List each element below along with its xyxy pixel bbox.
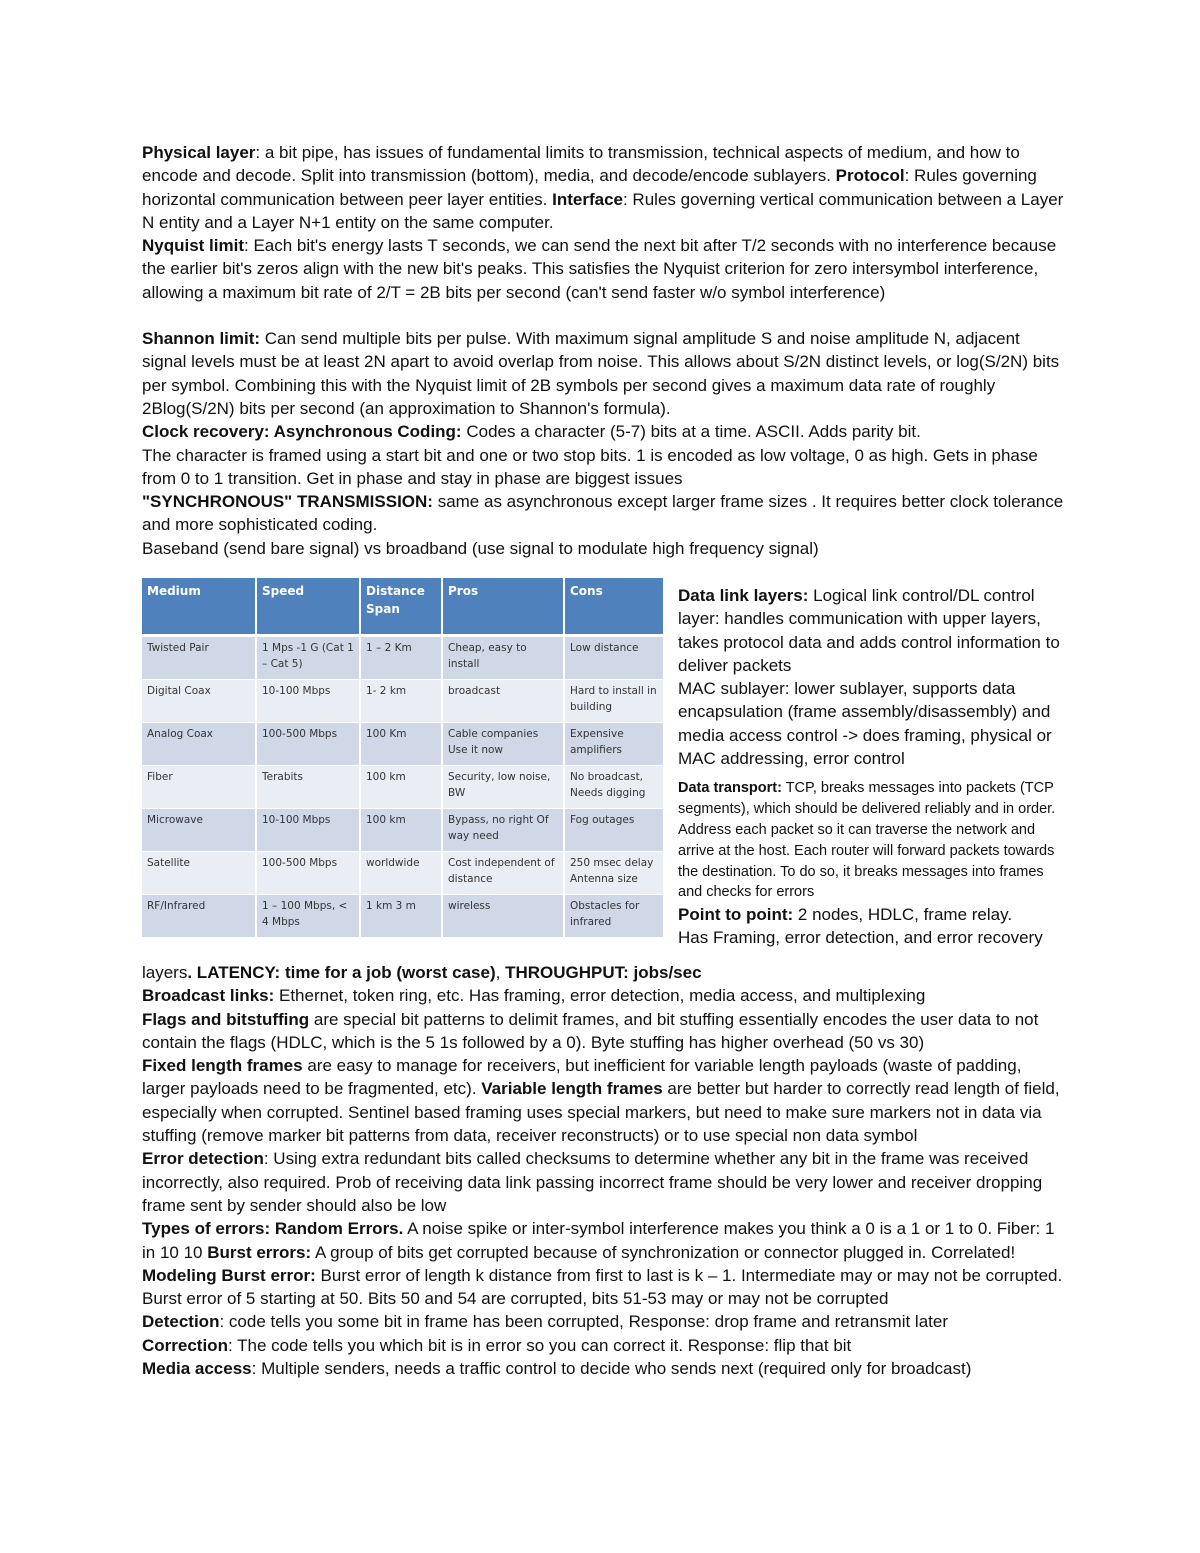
physical-layer-paragraph: Physical layer: a bit pipe, has issues of fundamental limits to transmission, technical aspects of medium, and how to encode and decode. Split into transmission (bottom), media, and decode/encode sublayers. Protocol: Rules governing horizontal communication between peer layer entities. Interface: Rules governing vertical communication between a Layer N entity and a Layer N+1 entity on the same computer. [142,143,1064,232]
top-section [142,141,1067,560]
latency-line: layers. LATENCY: time for a job (worst case), THROUGHPUT: jobs/sec [142,963,702,982]
table-cell: worldwide [360,852,442,895]
table-row [142,895,663,938]
table-cell: Fog outages [564,809,663,852]
table-row [142,723,663,766]
table-header-row [142,578,663,636]
table-row [142,636,663,680]
media-access-paragraph: Media access: Multiple senders, needs a traffic control to decide who sends next (required only for broadcast) [142,1359,972,1379]
table-cell: 100-500 Mbps [256,852,360,895]
synchronous-paragraph: "SYNCHRONOUS" TRANSMISSION: same as asynchronous except larger frame sizes . It requires better clock tolerance and more sophisticated coding. [142,492,1064,535]
table-cell: Terabits [256,766,360,809]
blank-line [142,304,1067,327]
data-transport-paragraph: Data transport: TCP, breaks messages into packets (TCP segments), which should be delivered reliably and in order. Address each packet so it can traverse the network and arrive at the host. Each router will forward packets towards the destination. To do so, it breaks messages into frames and checks for errors [678,780,1056,901]
table-cell: broadcast [442,680,564,723]
frame-length-paragraph: Fixed length frames are easy to manage for receivers, but inefficient for variable length payloads (waste of padding, larger payloads need to be fragmented, etc). Variable length frames are better but harder to correctly read length of field, especially when corrupted. Sentinel based framing uses special markers, but need to make sure markers not in data via stuffing (remove marker bit patterns from data, receiver reconstructs) or to use special non data symbol [142,1056,1060,1146]
right-column [678,584,1063,950]
nyquist-paragraph: Nyquist limit: Each bit's energy lasts T seconds, we can send the next bit after T/2 seconds with no interference because the earlier bit's zeros align with the new bit's peaks. This satisfies the Nyquist criterion for zero intersymbol interference, allowing a maximum bit rate of 2/T = 2B bits per second (can't send faster w/o symbol interference) [142,236,1057,302]
table-cell: 100-500 Mbps [256,723,360,766]
table-cell: Microwave [142,809,256,852]
flags-paragraph: Flags and bitstuffing are special bit patterns to delimit frames, and bit stuffing essentially encodes the user data to not contain the flags (HDLC, which is the 5 1s followed by a 0). Byte stuffing has higher overhead (50 vs 30) [142,1009,1039,1052]
table-cell: Fiber [142,766,256,809]
table-cell: 100 Km [360,723,442,766]
table-cell: 100 km [360,766,442,809]
header-cell: Distance Span [360,578,442,636]
table-cell: 10-100 Mbps [256,809,360,852]
mac-sublayer-paragraph: MAC sublayer: lower sublayer, supports data encapsulation (frame assembly/disassembly) and media access control -> does framing, physical or MAC addressing, error control [678,679,1052,769]
data-link-paragraph: Data link layers: Logical link control/DL control layer: handles communication with upper layers, takes protocol data and adds control information to deliver packets [678,586,1060,675]
baseband-paragraph: Baseband (send bare signal) vs broadband (use signal to modulate high frequency signal) [142,538,819,558]
table-cell: Security, low noise, BW [442,766,564,809]
table-cell: 1- 2 km [360,680,442,723]
detection-paragraph: Detection: code tells you some bit in frame has been corrupted, Response: drop frame and retransmit later [142,1312,949,1332]
framing-paragraph: The character is framed using a start bit and one or two stop bits. 1 is encoded as low voltage, 0 as high. Gets in phase from 0 to 1 transition. Get in phase and stay in phase are biggest issues [142,445,1038,488]
table-cell: Hard to install in building [564,680,663,723]
table-row [142,680,663,723]
table-cell: 10-100 Mbps [256,680,360,723]
table-cell: Expensive amplifiers [564,723,663,766]
clock-recovery-paragraph: Clock recovery: Asynchronous Coding: Codes a character (5-7) bits at a time. ASCII. Adds parity bit. [142,422,921,442]
error-types-paragraph: Types of errors: Random Errors. A noise spike or inter-symbol interference makes you think a 0 is a 1 or 1 to 0. Fiber: 1 in 10 10 Burst errors: A group of bits get corrupted because of synchronization or connector plugged in. Correlated! Modeling Burst error: Burst error of length k distance from first to last is k – 1. Intermediate may or may not be corrupted. Burst error of 5 starting at 50. Bits 50 and 54 are corrupted, bits 51-53 may or may not be corrupted [142,1219,1063,1309]
table-cell: Analog Coax [142,723,256,766]
table-row [142,766,663,809]
table-cell: 100 km [360,809,442,852]
table-row [142,809,663,852]
table-cell: Obstacles for infrared [564,895,663,938]
table-cell: 1 – 100 Mbps, < 4 Mbps [256,895,360,938]
table-cell: Digital Coax [142,680,256,723]
table-cell: 1 km 3 m [360,895,442,938]
table-cell: RF/Infrared [142,895,256,938]
table-cell: 1 Mps -1 G (Cat 1 – Cat 5) [256,636,360,680]
bottom-section [142,961,1067,1380]
table-cell: Satellite [142,852,256,895]
error-detection-paragraph: Error detection: Using extra redundant bits called checksums to determine whether any bit in the frame was received incorrectly, also required. Prob of receiving data link passing incorrect frame should be very lower and receiver dropping frame sent by sender should also be low [142,1149,1043,1215]
media-comparison-table [142,578,663,938]
table-cell: Low distance [564,636,663,680]
table-cell: Bypass, no right Of way need [442,809,564,852]
table-row [142,852,663,895]
header-cell: Pros [442,578,564,636]
table-cell: Cost independent of distance [442,852,564,895]
correction-paragraph: Correction: The code tells you which bit is in error so you can correct it. Response: flip that bit [142,1335,852,1355]
table-cell: Twisted Pair [142,636,256,680]
header-cell: Medium [142,578,256,636]
point-to-point-paragraph: Point to point: 2 nodes, HDLC, frame relay. [678,905,1013,925]
framing-features-line: Has Framing, error detection, and error recovery [678,928,1043,948]
header-cell: Speed [256,578,360,636]
broadcast-links-paragraph: Broadcast links: Ethernet, token ring, etc. Has framing, error detection, media access, and multiplexing [142,986,926,1006]
table-cell: 250 msec delay Antenna size [564,852,663,895]
table-cell: wireless [442,895,564,938]
header-cell: Cons [564,578,663,636]
table-cell: Cable companies Use it now [442,723,564,766]
shannon-paragraph: Shannon limit: Can send multiple bits per pulse. With maximum signal amplitude S and noise amplitude N, adjacent signal levels must be at least 2N apart to avoid overlap from noise. This allows about S/2N distinct levels, or log(S/2N) bits per symbol. Combining this with the Nyquist limit of 2B symbols per second gives a maximum data rate of roughly 2Blog(S/2N) bits per second (an approximation to Shannon's formula). [142,329,1060,418]
table-cell: Cheap, easy to install [442,636,564,680]
table-cell: No broadcast, Needs digging [564,766,663,809]
table-cell: 1 – 2 Km [360,636,442,680]
